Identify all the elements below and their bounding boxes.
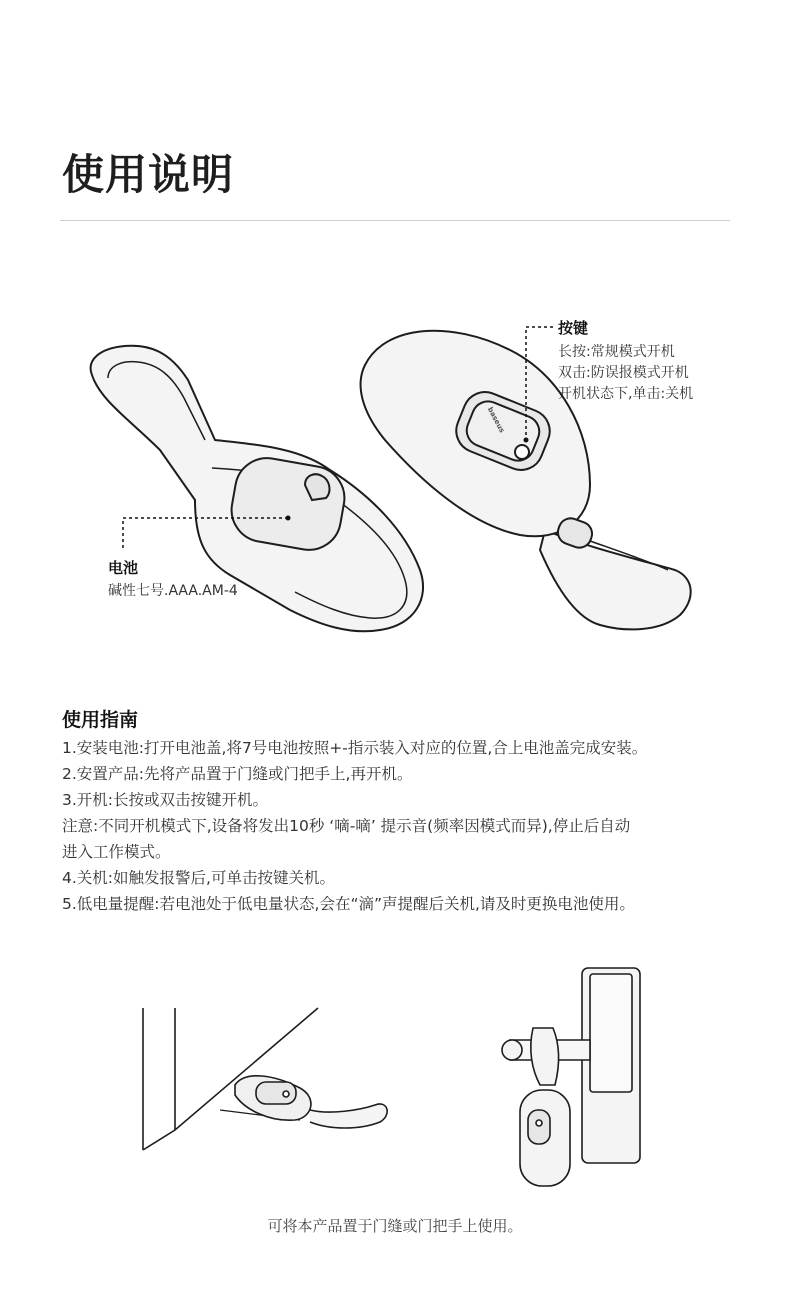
guide-step: 3.开机:长按或双击按键开机。 <box>62 791 269 809</box>
guide-note: 注意:不同开机模式下,设备将发出10秒 ‘嘀-嘀’ 提示音(频率因模式而异),停止后自动 <box>62 817 631 835</box>
guide-list <box>62 735 742 917</box>
product-diagram <box>0 280 790 660</box>
guide-title: 使用指南 <box>62 709 139 731</box>
guide-step: 5.低电量提醒:若电池处于低电量状态,会在“滴”声提醒后关机,请及时更换电池使用。 <box>62 895 635 913</box>
button-callout-line: 开机状态下,单击:关机 <box>558 386 694 402</box>
brand-logo: baseus <box>485 405 506 435</box>
button-callout-line: 长按:常规模式开机 <box>558 344 675 360</box>
battery-callout-title: 电池 <box>108 559 139 577</box>
door-gap-illustration <box>143 1008 387 1150</box>
usage-illustrations <box>0 960 790 1200</box>
door-handle-illustration <box>502 968 640 1186</box>
guide-step: 1.安装电池:打开电池盖,将7号电池按照+-指示装入对应的位置,合上电池盖完成安装。 <box>62 739 648 757</box>
button-callout-title: 按键 <box>558 319 589 337</box>
button-callout-line: 双击:防误报模式开机 <box>558 365 689 381</box>
guide-note: 进入工作模式。 <box>62 843 171 861</box>
page-title: 使用说明 <box>62 150 235 199</box>
battery-callout-dot <box>286 516 291 521</box>
button-callout-dot <box>524 438 529 443</box>
title-divider <box>60 220 730 221</box>
battery-callout-line: 碱性七号.AAA.AM-4 <box>108 583 238 599</box>
usage-caption: 可将本产品置于门缝或门把手上使用。 <box>267 1217 523 1235</box>
guide-step: 4.关机:如触发报警后,可单击按键关机。 <box>62 869 335 887</box>
guide-step: 2.安置产品:先将产品置于门缝或门把手上,再开机。 <box>62 765 413 783</box>
